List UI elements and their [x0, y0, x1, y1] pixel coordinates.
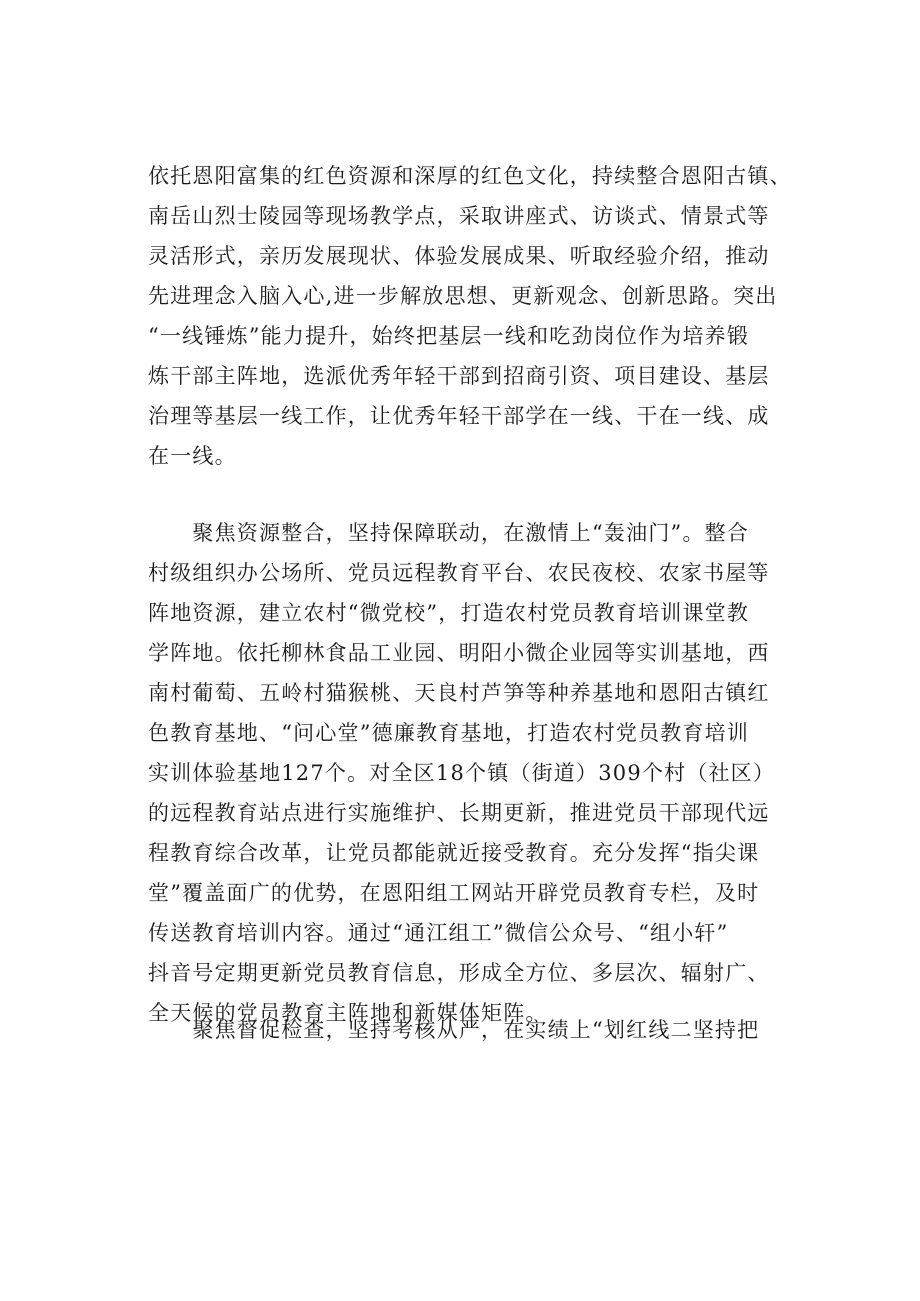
text-line: 实训体验基地127个。对全区18个镇（街道）309个村（社区）: [148, 761, 776, 785]
paragraph-3: [148, 1010, 808, 1050]
text-line: 传送教育培训内容。通过“通江组工”微信公众号、“组小轩”: [148, 921, 729, 945]
text-line: 程教育综合改革，让党员都能就近接受教育。充分发挥“指尖课: [148, 841, 760, 865]
text-line: 的远程教育站点进行实施维护、长期更新，推进党员干部现代远: [148, 801, 770, 825]
paragraph-1: [148, 156, 808, 476]
text-line: 抖音号定期更新党员教育信息，形成全方位、多层次、辐射广、: [148, 961, 770, 985]
text-line: 治理等基层一线工作，让优秀年轻干部学在一线、干在一线、成: [148, 404, 770, 428]
text-line: 南岳山烈士陵园等现场教学点，采取讲座式、访谈式、情景式等: [148, 204, 770, 228]
text-line: 在一线。: [148, 444, 237, 468]
text-line: 村级组织办公场所、党员远程教育平台、农民夜校、农家书屋等: [148, 561, 770, 585]
text-line: 色教育基地、“问心堂”德廉教育基地，打造农村党员教育培训: [148, 721, 750, 745]
text-line: 依托恩阳富集的红色资源和深厚的红色文化，持续整合恩阳古镇、: [148, 164, 792, 188]
text-line: 聚焦督促检查，坚持考核从严，在实绩上“划红线二坚持把: [148, 1018, 760, 1042]
text-line: “一线锤炼”能力提升，始终把基层一线和吃劲岗位作为培养锻: [148, 324, 750, 348]
text-line: 先进理念入脑入心,进一步解放思想、更新观念、创新思路。突出: [148, 284, 778, 308]
text-line: 南村葡萄、五岭村猫猴桃、天良村芦笋等种养基地和恩阳古镇红: [148, 681, 770, 705]
text-line: 阵地资源，建立农村“微党校”，打造农村党员教育培训课堂教: [148, 601, 750, 625]
text-line: 全天候的党员教育主阵地和新媒体矩阵。: [148, 1001, 548, 1025]
text-line: 学阵地。依托柳林食品工业园、明阳小微企业园等实训基地，西: [148, 641, 770, 665]
text-line: 灵活形式，亲历发展现状、体验发展成果、听取经验介绍，推动: [148, 244, 770, 268]
text-line: 炼干部主阵地，选派优秀年轻干部到招商引资、项目建设、基层: [148, 364, 770, 388]
text-line: 堂”覆盖面广的优势，在恩阳组工网站开辟党员教育专栏，及时: [148, 881, 760, 905]
paragraph-2: [148, 513, 808, 1033]
text-line: 聚焦资源整合，坚持保障联动，在激情上“轰油门”。整合: [148, 521, 750, 545]
